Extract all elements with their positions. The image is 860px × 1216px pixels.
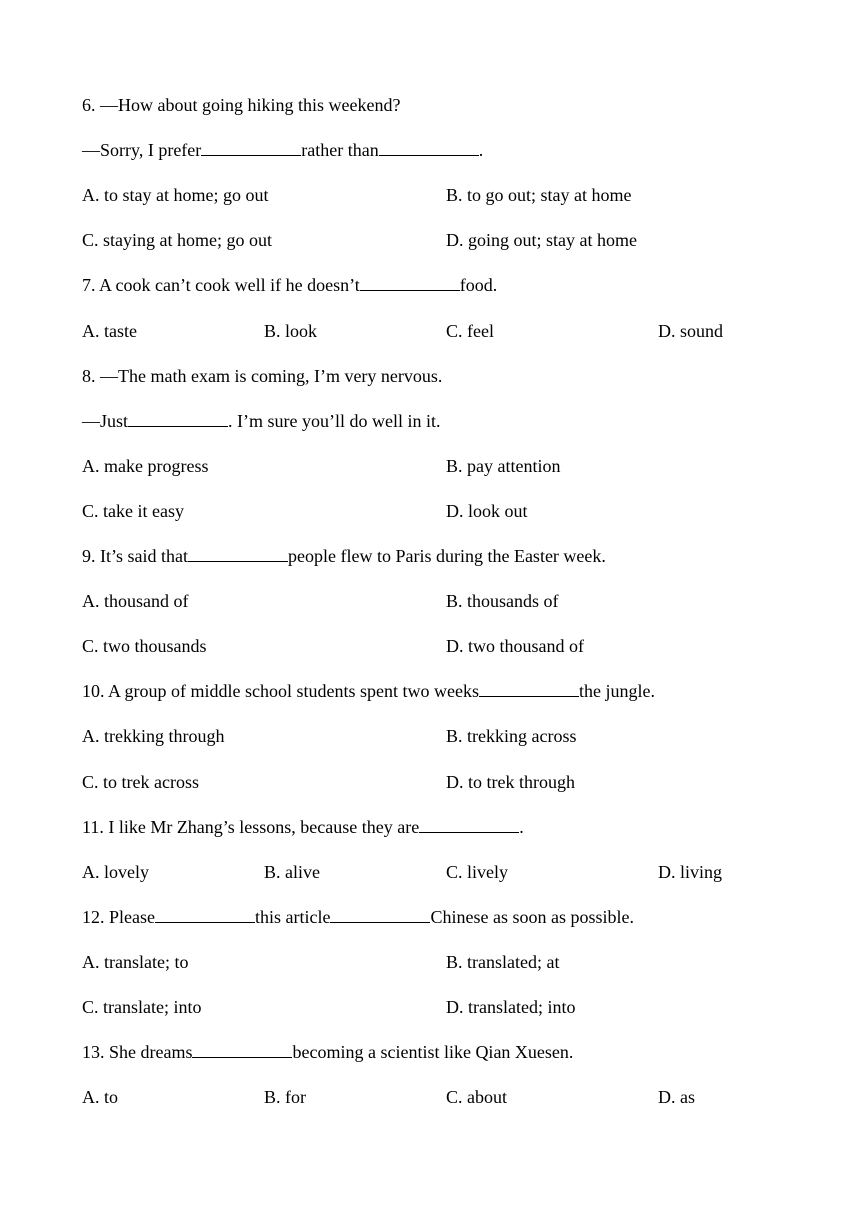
- option-b[interactable]: B. pay attention: [446, 455, 561, 476]
- answer-blank: [379, 139, 479, 156]
- question-stem-line: [82, 94, 400, 116]
- option-d[interactable]: D. to trek through: [446, 771, 575, 792]
- option-a[interactable]: A. thousand of: [82, 591, 189, 612]
- option-b[interactable]: B. to go out; stay at home: [446, 185, 632, 206]
- option-b[interactable]: B. thousands of: [446, 591, 559, 612]
- question-stem-line: [82, 1041, 573, 1063]
- stem-text: —Sorry, I prefer: [82, 140, 202, 161]
- option-d[interactable]: D. going out; stay at home: [446, 230, 637, 251]
- option-c[interactable]: C. staying at home; go out: [82, 230, 272, 251]
- answer-blank: [128, 410, 228, 427]
- stem-text: 6. —How about going hiking this weekend?: [82, 95, 401, 115]
- option-c[interactable]: C. two thousands: [82, 636, 207, 657]
- question-stem-line: [82, 365, 442, 387]
- stem-text: —Just: [82, 410, 129, 431]
- question-stem-line: [82, 680, 655, 702]
- stem-text: .: [519, 816, 524, 837]
- stem-text: people flew to Paris during the Easter week.: [288, 546, 606, 566]
- option-c[interactable]: C. feel: [446, 320, 494, 341]
- option-a[interactable]: A. make progress: [82, 455, 209, 476]
- option-c[interactable]: C. about: [446, 1087, 507, 1108]
- stem-text: . I’m sure you’ll do well in it.: [228, 410, 441, 431]
- question-stem-line: [82, 816, 524, 838]
- stem-text: 8. —The math exam is coming, I’m very nervous.: [82, 365, 443, 386]
- option-c[interactable]: C. to trek across: [82, 771, 199, 792]
- answer-blank: [155, 906, 255, 923]
- option-a[interactable]: A. lovely: [82, 861, 149, 882]
- option-c[interactable]: C. translate; into: [82, 997, 202, 1017]
- option-d[interactable]: D. living: [658, 861, 723, 882]
- option-d[interactable]: D. look out: [446, 500, 528, 521]
- stem-text: 13. She dreams: [82, 1042, 193, 1063]
- option-a[interactable]: A. to stay at home; go out: [82, 185, 269, 206]
- option-b[interactable]: B. look: [264, 320, 318, 341]
- answer-blank: [330, 906, 430, 923]
- answer-blank: [201, 139, 301, 156]
- option-d[interactable]: D. sound: [658, 320, 724, 341]
- option-a[interactable]: A. translate; to: [82, 951, 189, 972]
- option-d[interactable]: D. two thousand of: [446, 636, 584, 657]
- stem-text: the jungle.: [578, 681, 655, 702]
- option-c[interactable]: C. lively: [446, 861, 508, 882]
- answer-blank: [419, 816, 519, 833]
- answer-blank: [188, 545, 288, 562]
- option-a[interactable]: A. taste: [82, 320, 137, 341]
- question-stem-line: [82, 410, 440, 432]
- question-stem-line: [82, 906, 634, 928]
- stem-text: 9. It’s said that: [82, 546, 188, 566]
- answer-blank: [360, 274, 460, 291]
- option-b[interactable]: B. translated; at: [446, 951, 560, 972]
- option-d[interactable]: D. as: [658, 1087, 695, 1108]
- stem-text: 7. A cook can’t cook well if he doesn’t: [82, 275, 360, 296]
- question-stem-line: [82, 545, 606, 567]
- question-stem-line: [82, 274, 497, 296]
- option-b[interactable]: B. for: [264, 1087, 306, 1108]
- stem-text: food.: [459, 275, 498, 296]
- option-a[interactable]: A. to: [82, 1087, 118, 1108]
- question-stem-line: [82, 139, 483, 161]
- stem-text: 12. Please: [82, 906, 155, 927]
- stem-text: becoming a scientist like Qian Xuesen.: [292, 1042, 574, 1063]
- stem-text: rather than: [301, 140, 379, 161]
- option-d[interactable]: D. translated; into: [446, 997, 576, 1017]
- stem-text: .: [478, 140, 484, 161]
- answer-blank: [479, 680, 579, 697]
- stem-text: 11. I like Mr Zhang’s lessons, because they are: [82, 816, 420, 837]
- option-a[interactable]: A. trekking through: [82, 726, 225, 747]
- stem-text: this article: [254, 906, 331, 927]
- stem-text: 10. A group of middle school students spent two weeks: [82, 681, 479, 702]
- answer-blank: [192, 1041, 292, 1058]
- option-c[interactable]: C. take it easy: [82, 500, 184, 521]
- option-b[interactable]: B. alive: [264, 861, 320, 882]
- stem-text: Chinese as soon as possible.: [430, 906, 634, 927]
- option-b[interactable]: B. trekking across: [446, 726, 577, 747]
